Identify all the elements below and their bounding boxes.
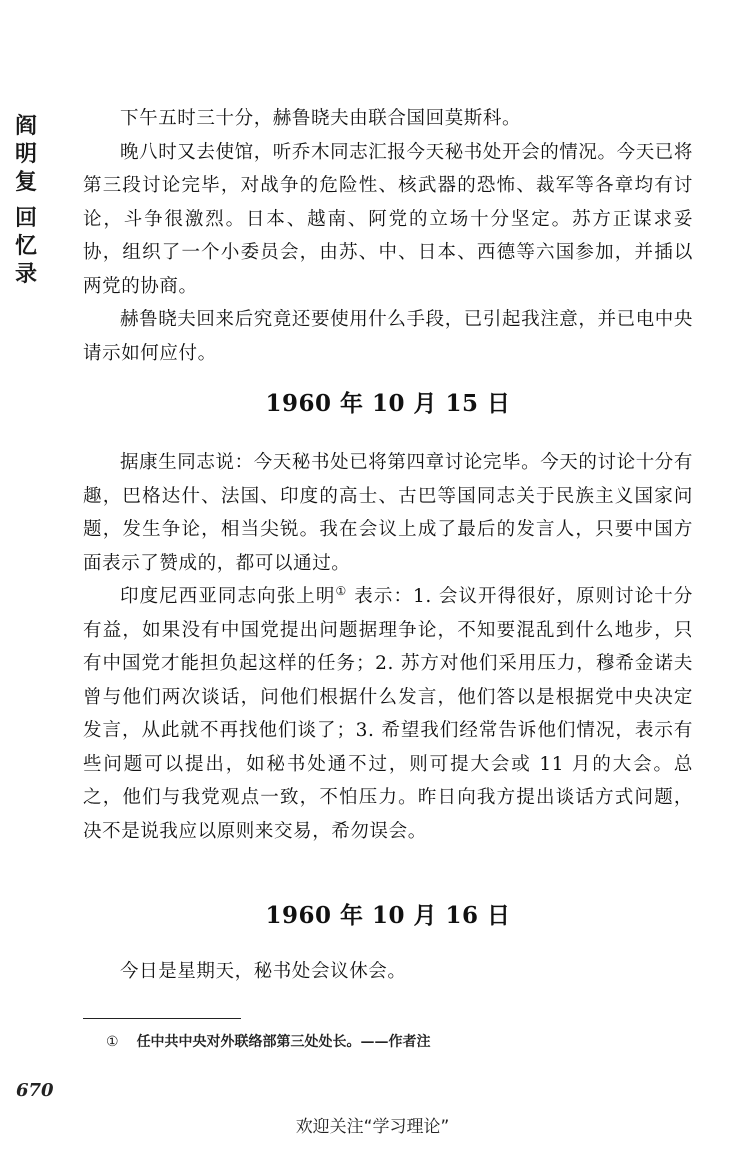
watermark-caption: 欢迎关注“学习理论” [295, 1117, 450, 1137]
footnote-text: 任中共中央对外联络部第三处处长。——作者注 [136, 1034, 431, 1050]
side-book-title [14, 112, 38, 288]
paragraph [83, 580, 693, 848]
section-3-text [83, 955, 693, 989]
paragraph: 晚八时又去使馆，听乔木同志汇报今天秘书处开会的情况。今天已将第三段讨论完毕，对战争的危险性、核武器的恐怖、裁军等各章均有讨论，斗争很激烈。日本、越南、阿党的立场十分坚定。苏方正谋求妥协，组织了一个小委员会，由苏、中、日本、西德等六国参加，并插以两党的协商。 [83, 141, 694, 297]
footnote-divider [83, 1018, 241, 1019]
page-number: 670 [16, 1080, 54, 1101]
side-title-char: 明 [14, 141, 37, 167]
paragraph: 赫鲁晓夫回来后究竟还要使用什么手段，已引起我注意，并已电中央请示如何应付。 [83, 309, 694, 364]
paragraph: 据康生同志说：今天秘书处已将第四章讨论完毕。今天的讨论十分有趣，巴格达什、法国、印度的高士、古巴等国同志关于民族主义国家问题，发生争论，相当尖锐。我在会议上成了最后的发言人，只要中国方面表示了赞成的，都可以通过。 [83, 452, 694, 574]
side-title-char: 阎 [14, 113, 37, 139]
side-title-char: 复 [14, 169, 37, 195]
section-1-text [83, 102, 693, 370]
paragraph-text: 印度尼西亚同志向张上明 [120, 586, 336, 607]
footnote-mark: ① [106, 1034, 119, 1050]
date-heading-oct-16: 1960 年 10 月 16 日 [265, 902, 511, 929]
side-title-char: 忆 [14, 233, 37, 259]
paragraph-text: 表示：1. 会议开得很好，原则讨论十分有益，如果没有中国党提出问题据理争论，不知要混乱到什么地步，只有中国党才能担负起这样的任务；2. 苏方对他们采用压力，穆希金诺夫曾与他们两次谈话，问他们根据什么发言，他们答以是根据党中央决定发言，从此就不再找他们谈了；3. 希望我们经常告诉他们情况，表示有些问题可以提出，如秘书处通不过，则可提大会或 11 月的大会。总之，他们与我党观点一致，不怕压力。昨日向我方提出谈话方式问题，决不是说我应以原则来交易，希勿误会。 [83, 586, 693, 842]
footnote [106, 1031, 431, 1051]
paragraph: 下午五时三十分，赫鲁晓夫由联合国回莫斯科。 [120, 108, 522, 129]
side-title-char: 回 [14, 205, 37, 231]
paragraph: 今日是星期天，秘书处会议休会。 [120, 961, 407, 982]
date-heading-oct-15: 1960 年 10 月 15 日 [265, 390, 511, 417]
side-title-char: 录 [14, 261, 37, 287]
footnote-reference[interactable]: ① [335, 583, 348, 598]
section-2-text [83, 446, 693, 848]
